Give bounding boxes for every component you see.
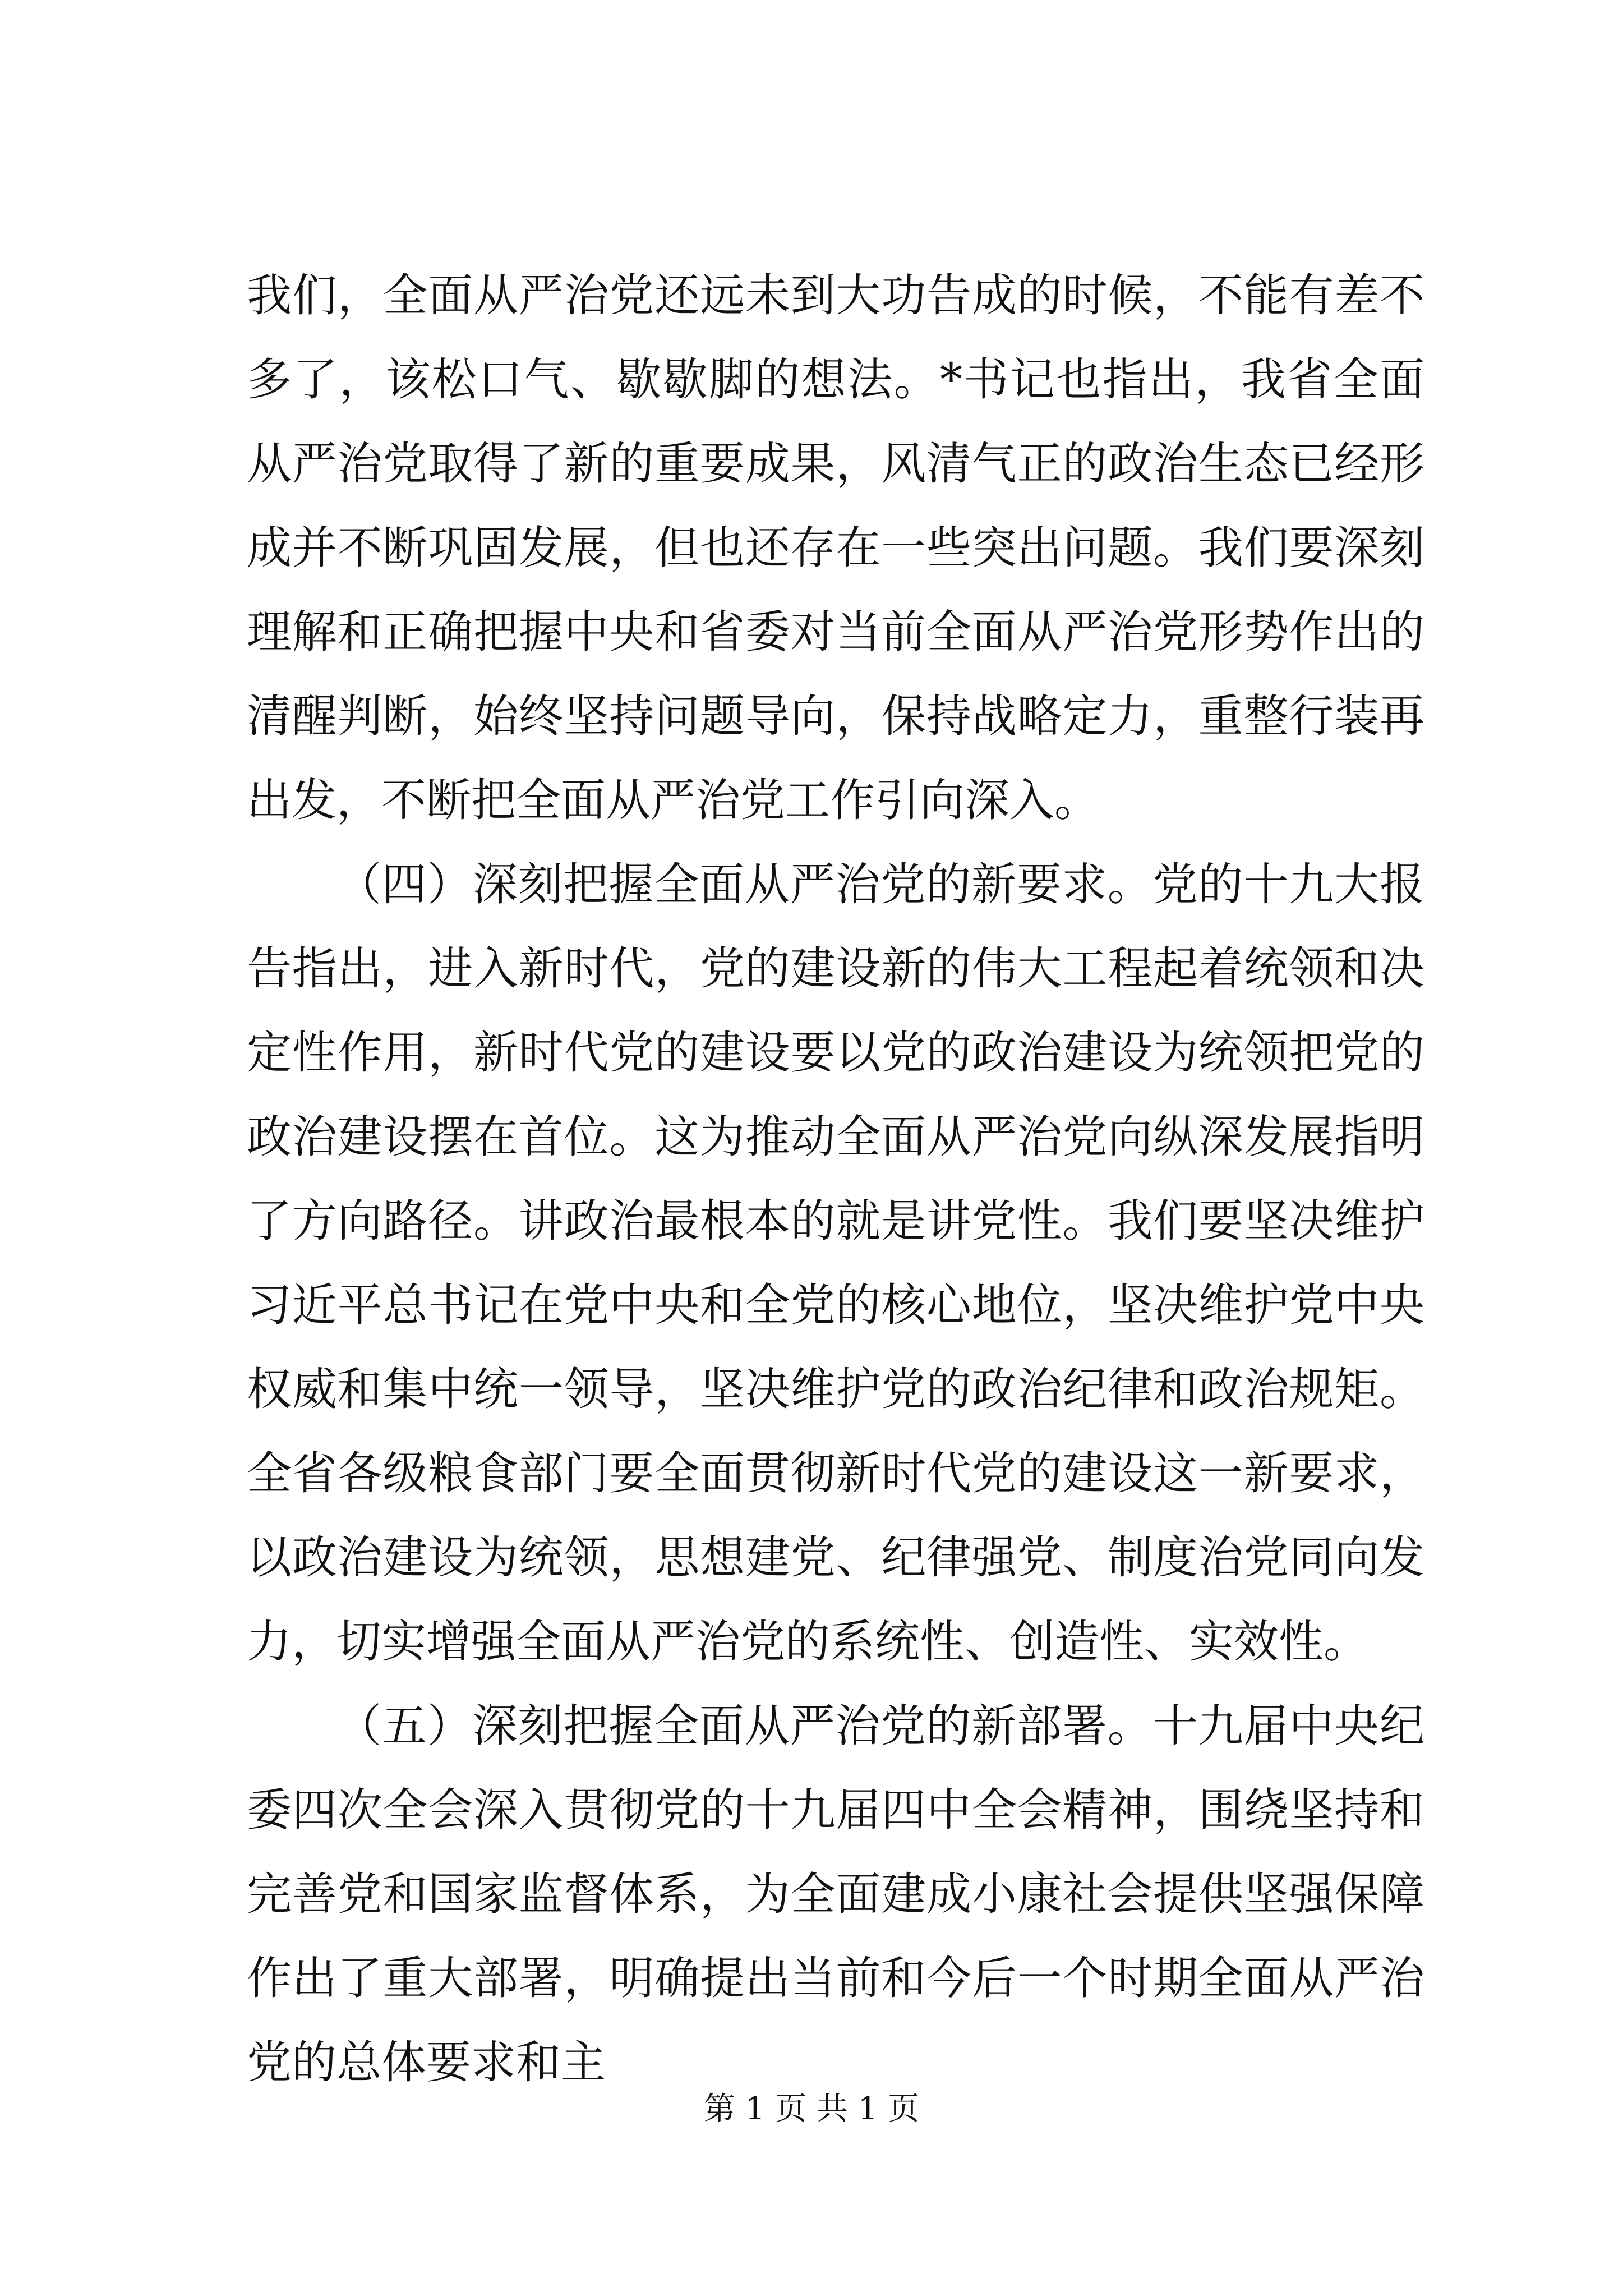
paragraph-section-four: （四）深刻把握全面从严治党的新要求。党的十九大报告指出，进入新时代，党的建设新的伟大工程起着统领和决定性作用，新时代党的建设要以党的政治建设为统领把党的政治建设摆在首位。这为推动全面从严治党向纵深发展指明了方向路径。讲政治最根本的就是讲党性。我们要坚决维护习近平总书记在党中央和全党的核心地位，坚决维护党中央权威和集中统一领导，坚决维护党的政治纪律和政治规矩。全省各级粮食部门要全面贯彻新时代党的建设这一新要求，以政治建设为统领，思想建党、纪律强党、制度治党同向发力，切实增强全面从严治党的系统性、创造性、实效性。 xyxy=(247,858,1424,1668)
paragraph-continuation: 我们，全面从严治党还远未到大功告成的时候，不能有差不多了，该松口气、歇歇脚的想法。*书记也指出，我省全面从严治党取得了新的重要成果，风清气正的政治生态已经形成并不断巩固发展，但也还存在一些突出问题。我们要深刻理解和正确把握中央和省委对当前全面从严治党形势作出的清醒判断，始终坚持问题导向，保持战略定力，重整行装再出发，不断把全面从严治党工作引向深入。 xyxy=(247,269,1424,826)
paragraph-section-five: （五）深刻把握全面从严治党的新部署。十九届中央纪委四次全会深入贯彻党的十九届四中全会精神，围绕坚持和完善党和国家监督体系，为全面建成小康社会提供坚强保障作出了重大部署，明确提出当前和今后一个时期全面从严治党的总体要求和主 xyxy=(247,1700,1424,2088)
document-body xyxy=(247,254,1424,2105)
page-footer: 第 1 页 共 1 页 xyxy=(703,2091,920,2127)
